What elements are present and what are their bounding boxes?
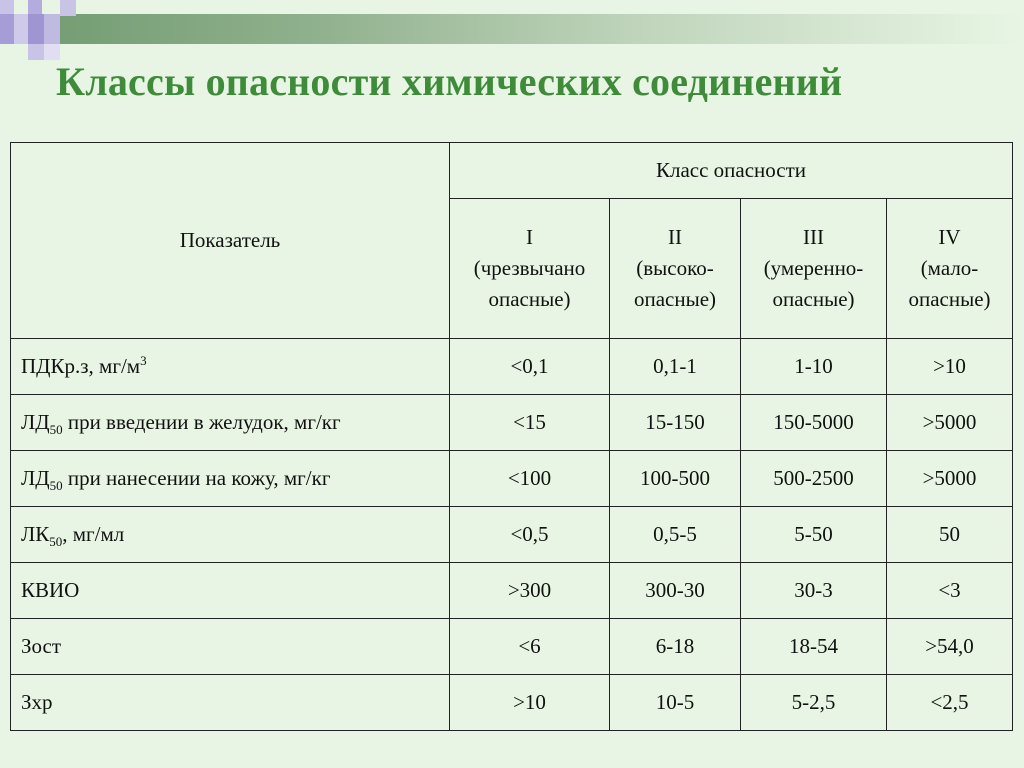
value-cell: 1-10 xyxy=(741,339,887,395)
value-cell: >5000 xyxy=(887,395,1013,451)
table-row xyxy=(11,563,1013,619)
value-cell: 6-18 xyxy=(610,619,741,675)
decor-square xyxy=(44,14,60,44)
indicator-cell xyxy=(11,395,450,451)
indicator-text: ПДКр.з, мг/м xyxy=(21,354,141,378)
indicator-cell xyxy=(11,451,450,507)
class-desc-line2: опасные) xyxy=(488,287,571,311)
value-cell: >300 xyxy=(450,563,610,619)
class-header-4 xyxy=(887,199,1013,339)
indicator-subscript: 50 xyxy=(49,534,63,550)
hazard-class-table xyxy=(10,142,1013,731)
table-row xyxy=(11,619,1013,675)
indicator-cell xyxy=(11,507,450,563)
value-cell: 50 xyxy=(887,507,1013,563)
indicator-text: ЛД xyxy=(21,410,50,434)
value-cell: 5-2,5 xyxy=(741,675,887,731)
class-desc-line1: (умеренно- xyxy=(763,256,864,280)
indicator-text: ЛД xyxy=(21,466,50,490)
indicator-subscript: 50 xyxy=(49,478,63,494)
indicator-text-suffix: при введении в желудок, мг/кг xyxy=(62,410,341,434)
value-cell: 0,5-5 xyxy=(610,507,741,563)
class-desc-line2: опасные) xyxy=(633,287,717,311)
value-cell: >54,0 xyxy=(887,619,1013,675)
class-numeral: IV xyxy=(938,225,961,249)
class-numeral: II xyxy=(668,225,682,249)
table-row xyxy=(11,675,1013,731)
value-cell: >5000 xyxy=(887,451,1013,507)
value-cell: 300-30 xyxy=(610,563,741,619)
value-cell: 10-5 xyxy=(610,675,741,731)
value-cell: <6 xyxy=(450,619,610,675)
class-desc-line2: опасные) xyxy=(908,287,991,311)
value-cell: 15-150 xyxy=(610,395,741,451)
decor-square xyxy=(14,0,28,14)
decor-square xyxy=(0,14,14,44)
indicator-text: ЛК xyxy=(21,522,50,546)
value-cell: 150-5000 xyxy=(741,395,887,451)
value-cell: 0,1-1 xyxy=(610,339,741,395)
value-cell: <15 xyxy=(450,395,610,451)
decor-square xyxy=(14,14,28,44)
indicator-cell: Зхр xyxy=(11,675,450,731)
hazard-class-group-header: Класс опасности xyxy=(450,143,1013,199)
indicator-header: Показатель xyxy=(11,143,450,339)
class-numeral: III xyxy=(803,225,824,249)
indicator-subscript: 50 xyxy=(49,422,63,438)
value-cell: <0,5 xyxy=(450,507,610,563)
page-title: Классы опасности химических соединений xyxy=(56,59,843,104)
value-cell: <2,5 xyxy=(887,675,1013,731)
value-cell: 30-3 xyxy=(741,563,887,619)
value-cell: 18-54 xyxy=(741,619,887,675)
value-cell: 500-2500 xyxy=(741,451,887,507)
class-numeral: I xyxy=(526,225,533,249)
decor-square xyxy=(28,44,44,60)
table-row xyxy=(11,451,1013,507)
class-desc-line1: (высоко- xyxy=(636,256,714,280)
table-row xyxy=(11,507,1013,563)
indicator-cell xyxy=(11,339,450,395)
value-cell: >10 xyxy=(450,675,610,731)
indicator-text-suffix: при нанесении на кожу, мг/кг xyxy=(62,466,331,490)
header-gradient-bar xyxy=(0,14,1024,44)
class-header-1 xyxy=(450,199,610,339)
decor-square xyxy=(28,0,42,14)
value-cell: 100-500 xyxy=(610,451,741,507)
value-cell: <3 xyxy=(887,563,1013,619)
indicator-cell: КВИО xyxy=(11,563,450,619)
indicator-cell: Зост xyxy=(11,619,450,675)
class-header-3 xyxy=(741,199,887,339)
table-header-row xyxy=(11,143,1013,199)
decor-square xyxy=(28,14,44,44)
value-cell: <0,1 xyxy=(450,339,610,395)
indicator-superscript: 3 xyxy=(140,353,147,368)
value-cell: >10 xyxy=(887,339,1013,395)
class-header-2 xyxy=(610,199,741,339)
class-desc-line1: (мало- xyxy=(920,256,979,280)
indicator-text-suffix: , мг/мл xyxy=(62,522,125,546)
class-desc-line2: опасные) xyxy=(772,287,855,311)
decor-square xyxy=(0,0,14,14)
decor-square xyxy=(60,0,76,16)
value-cell: 5-50 xyxy=(741,507,887,563)
table-row xyxy=(11,339,1013,395)
class-desc-line1: (чрезвычано xyxy=(473,256,586,280)
value-cell: <100 xyxy=(450,451,610,507)
table-row xyxy=(11,395,1013,451)
